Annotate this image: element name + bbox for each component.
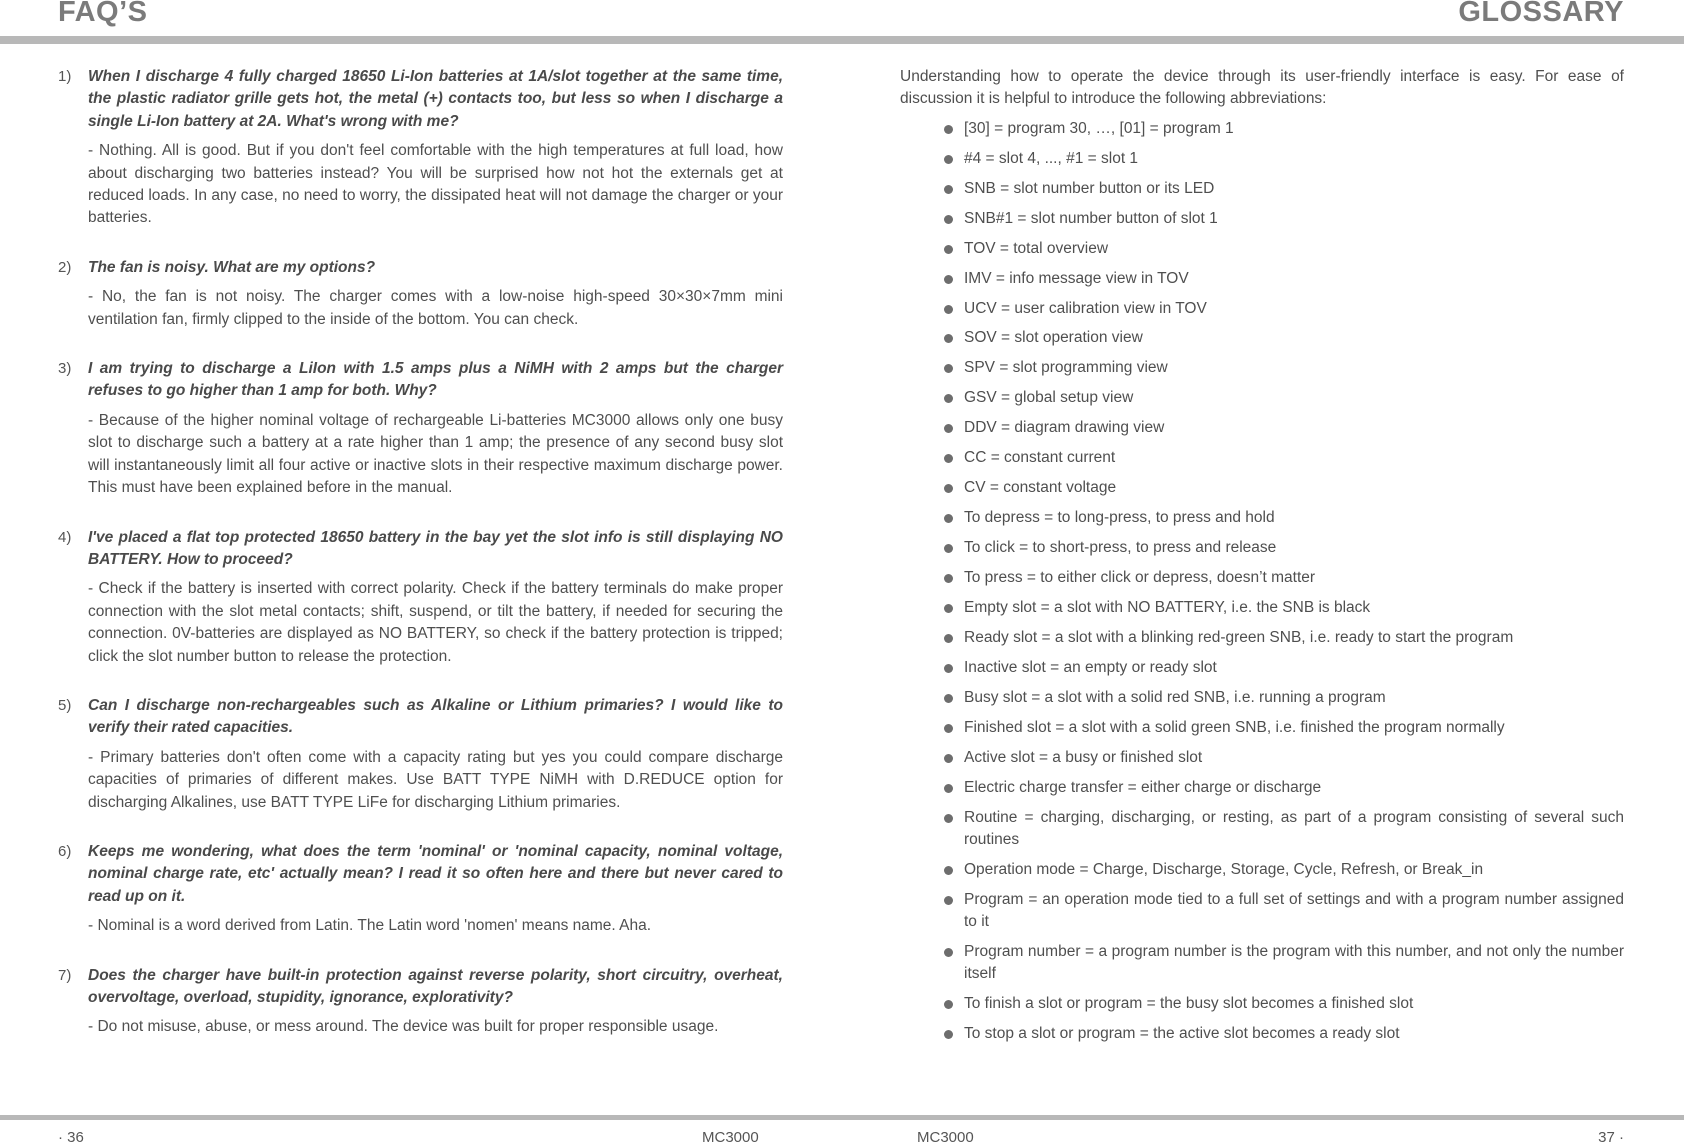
glossary-item-text: To click = to short-press, to press and release (964, 539, 1277, 557)
faq-item (58, 841, 783, 938)
faq-item (58, 257, 783, 331)
bullet-icon (944, 1030, 953, 1039)
bullet-icon (944, 664, 953, 673)
bullet-icon (944, 514, 953, 523)
glossary-item-text: #4 = slot 4, ..., #1 = slot 1 (964, 149, 1139, 167)
faq-answer: - Check if the battery is inserted with correct polarity. Check if the battery terminals do make proper connection with the slot metal contacts; shift, suspend, or tilt the battery, if needed for securing the connection. 0V-batteries are displayed as NO BATTERY, so check if the battery protection is tripped; click the slot number button to release the protection. (88, 580, 783, 665)
glossary-item (900, 357, 1624, 379)
faq-question: I am trying to discharge a LiIon with 1.5 amps plus a NiMH with 2 amps but the charger refuses to go higher than 1 amp for both. Why? (88, 360, 783, 400)
faq-item (58, 695, 783, 814)
bullet-icon (944, 544, 953, 553)
glossary-item-text: Program = an operation mode tied to a full set of settings and with a program number assigned to it (964, 890, 1624, 931)
bullet-icon (944, 896, 953, 905)
faq-number: 5) (58, 696, 72, 714)
bullet-icon (944, 1000, 953, 1009)
glossary-item (900, 417, 1624, 439)
faq-question: Keeps me wondering, what does the term 'nominal' or 'nominal capacity, nominal voltage, nominal charge rate, etc' actually mean? I read it so often here and there but never cared to read up on it. (88, 842, 783, 905)
glossary-item-text: SNB = slot number button or its LED (964, 179, 1215, 197)
faq-question: The fan is noisy. What are my options? (88, 258, 376, 276)
glossary-intro: Understanding how to operate the device through its user-friendly interface is easy. For ease of discussion it is helpful to introduce the following abbreviations: (900, 68, 1624, 108)
glossary-item-text: [30] = program 30, …, [01] = program 1 (964, 119, 1234, 137)
glossary-item (900, 238, 1624, 260)
faq-answer: - Do not misuse, abuse, or mess around. The device was built for proper responsible usage. (88, 1018, 719, 1036)
bullet-icon (944, 275, 953, 284)
glossary-item (900, 747, 1624, 769)
bullet-icon (944, 364, 953, 373)
faq-answer: - Nominal is a word derived from Latin. The Latin word 'nomen' means name. Aha. (88, 917, 652, 935)
bullet-icon (944, 424, 953, 433)
glossary-item-text: Electric charge transfer = either charge or discharge (964, 778, 1322, 796)
left-footer-model: MC3000 (702, 1129, 759, 1146)
bullet-icon (944, 454, 953, 463)
glossary-item (900, 208, 1624, 230)
faq-number: 7) (58, 966, 72, 984)
glossary-item (900, 268, 1624, 290)
glossary-item (900, 178, 1624, 200)
bullet-icon (944, 245, 953, 254)
glossary-item (900, 1023, 1624, 1045)
bullet-icon (944, 155, 953, 164)
bullet-icon (944, 215, 953, 224)
bullet-icon (944, 724, 953, 733)
glossary-item (900, 298, 1624, 320)
glossary-list (900, 118, 1624, 1046)
bullet-icon (944, 814, 953, 823)
bullet-icon (944, 305, 953, 314)
faq-number: 3) (58, 360, 72, 378)
bullet-icon (944, 604, 953, 613)
faq-item (58, 66, 783, 230)
glossary-item (900, 717, 1624, 739)
bullet-icon (944, 754, 953, 763)
glossary-item-text: SOV = slot operation view (964, 329, 1143, 347)
bullet-icon (944, 866, 953, 875)
glossary-item (900, 687, 1624, 709)
glossary-item-text: Ready slot = a slot with a blinking red-green SNB, i.e. ready to start the program (964, 629, 1514, 647)
glossary-item (900, 889, 1624, 933)
faq-number: 2) (58, 258, 72, 276)
faq-number: 6) (58, 842, 72, 860)
faq-question: Can I discharge non-rechargeables such as Alkaline or Lithium primaries? I would like to verify their rated capacities. (88, 696, 783, 737)
faq-answer: - Nothing. All is good. But if you don't feel comfortable with the high temperatures at full load, how about discharging two batteries instead? You will be surprised how not hot the externals get at reduced loads. In any case, no need to worry, the dissipated heat will not damage the charger or your batteries. (88, 142, 783, 227)
glossary-item (900, 657, 1624, 679)
bullet-icon (944, 334, 953, 343)
glossary-item-text: Empty slot = a slot with NO BATTERY, i.e. the SNB is black (964, 599, 1371, 617)
glossary-item (900, 327, 1624, 349)
glossary-item-text: Program number = a program number is the program with this number, and not only the number itself (964, 943, 1624, 983)
glossary-item (900, 807, 1624, 851)
glossary-item-text: Finished slot = a slot with a solid green SNB, i.e. finished the program normally (964, 718, 1505, 736)
faq-question: I've placed a flat top protected 18650 battery in the bay yet the slot info is still displaying NO BATTERY. How to proceed? (88, 528, 783, 568)
bullet-icon (944, 694, 953, 703)
glossary-title: GLOSSARY (1458, 0, 1624, 28)
glossary-column (900, 66, 1624, 1053)
glossary-item (900, 777, 1624, 799)
glossary-item-text: To finish a slot or program = the busy slot becomes a finished slot (964, 995, 1414, 1013)
glossary-item-text: To depress = to long-press, to press and hold (964, 509, 1275, 527)
glossary-item-text: IMV = info message view in TOV (964, 269, 1189, 287)
glossary-item-text: DDV = diagram drawing view (964, 419, 1165, 437)
faq-title: FAQ’S (58, 0, 148, 28)
glossary-item-text: GSV = global setup view (964, 389, 1134, 407)
bullet-icon (944, 784, 953, 793)
faq-number: 1) (58, 68, 72, 85)
glossary-item (900, 387, 1624, 409)
faq-column (58, 66, 783, 1066)
glossary-item (900, 477, 1624, 499)
glossary-item-text: Active slot = a busy or finished slot (964, 748, 1203, 766)
header-divider (0, 36, 1684, 44)
bullet-icon (944, 125, 953, 134)
glossary-item-text: SPV = slot programming view (964, 359, 1168, 377)
glossary-item-text: UCV = user calibration view in TOV (964, 299, 1207, 317)
glossary-item (900, 627, 1624, 649)
faq-answer: - Because of the higher nominal voltage of rechargeable Li-batteries MC3000 allows only one busy slot to discharge such a battery at a rate higher than 1 amp; the presence of any second busy slot will instantaneously limit all four active or inactive slots in their respective maximum discharge power. This must have been explained before in the manual. (88, 411, 783, 497)
glossary-item (900, 507, 1624, 529)
glossary-item (900, 118, 1624, 140)
glossary-item (900, 597, 1624, 619)
right-footer-model: MC3000 (917, 1129, 974, 1146)
glossary-item (900, 941, 1624, 985)
left-page-number: · 36 (58, 1129, 84, 1146)
bullet-icon (944, 574, 953, 583)
glossary-item (900, 859, 1624, 881)
faq-answer: - No, the fan is not noisy. The charger comes with a low-noise high-speed 30×30×7mm mini ventilation fan, firmly clipped to the inside of the bottom. You can check. (88, 288, 783, 328)
glossary-item-text: Inactive slot = an empty or ready slot (964, 658, 1217, 676)
faq-answer: - Primary batteries don't often come with a capacity rating but yes you could compare discharge capacities of primaries of different makes. Use BATT TYPE NiMH with D.REDUCE option for discharging Alkalines, use BATT TYPE LiFe for discharging Lithium primaries. (88, 748, 783, 811)
faq-item (58, 965, 783, 1039)
glossary-item (900, 993, 1624, 1015)
faq-question: When I discharge 4 fully charged 18650 Li-Ion batteries at 1A/slot together at the same time, the plastic radiator grille gets hot, the metal (+) contacts too, but less so when I discharge a single Li-Ion battery at 2A. What's wrong with me? (88, 68, 783, 130)
faq-item (58, 527, 783, 668)
bullet-icon (944, 634, 953, 643)
glossary-item-text: CC = constant current (964, 449, 1116, 467)
glossary-item-text: CV = constant voltage (964, 479, 1117, 497)
bullet-icon (944, 484, 953, 493)
faq-question: Does the charger have built-in protection against reverse polarity, short circuitry, overheat, overvoltage, overload, stupidity, ignorance, explorativity? (88, 966, 783, 1006)
faq-item (58, 358, 783, 499)
glossary-item (900, 537, 1624, 559)
glossary-item (900, 567, 1624, 589)
glossary-item-text: TOV = total overview (964, 239, 1109, 257)
glossary-item-text: To press = to either click or depress, doesn’t matter (964, 569, 1316, 587)
footer-divider (0, 1115, 1684, 1120)
glossary-item-text: Busy slot = a slot with a solid red SNB, i.e. running a program (964, 688, 1386, 706)
bullet-icon (944, 394, 953, 403)
bullet-icon (944, 948, 953, 957)
faq-number: 4) (58, 528, 72, 546)
glossary-item-text: To stop a slot or program = the active slot becomes a ready slot (964, 1025, 1400, 1043)
bullet-icon (944, 185, 953, 194)
glossary-item-text: Operation mode = Charge, Discharge, Storage, Cycle, Refresh, or Break_in (964, 860, 1484, 878)
glossary-item-text: Routine = charging, discharging, or resting, as part of a program consisting of several such routines (964, 808, 1624, 848)
glossary-item-text: SNB#1 = slot number button of slot 1 (964, 209, 1218, 227)
glossary-item (900, 447, 1624, 469)
right-page-number: 37 · (1598, 1129, 1624, 1146)
glossary-item (900, 148, 1624, 170)
